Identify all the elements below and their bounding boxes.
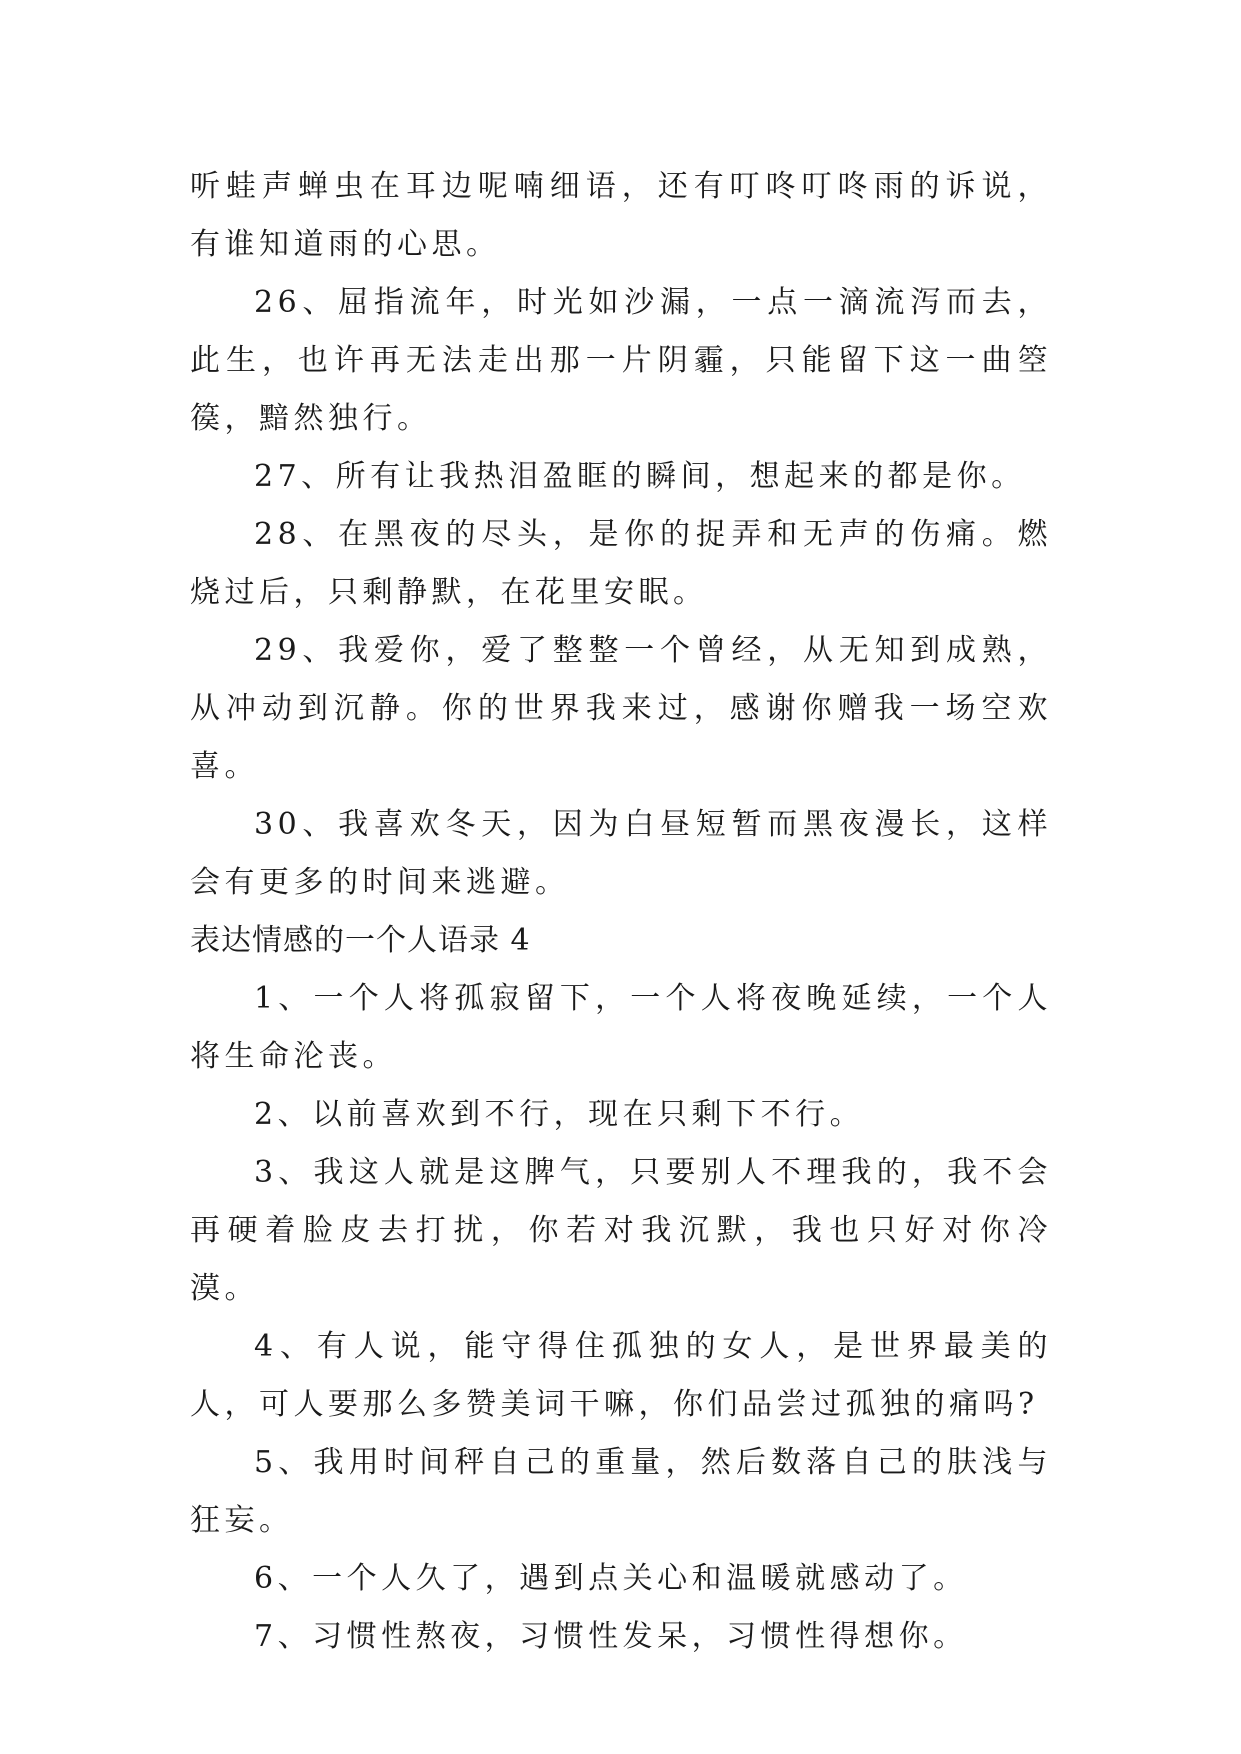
quote-29: 29、我爱你，爱了整整一个曾经，从无知到成熟，从冲动到沉静。你的世界我来过，感谢你赠我一场空欢喜。 (190, 633, 1052, 784)
quote-7: 7、习惯性熬夜，习惯性发呆，习惯性得想你。 (254, 1619, 968, 1654)
section-title: 表达情感的一个人语录 4 (190, 923, 531, 958)
quote-5: 5、我用时间秤自己的重量，然后数落自己的肤浅与狂妄。 (190, 1445, 1052, 1538)
quote-3: 3、我这人就是这脾气，只要别人不理我的，我不会再硬着脸皮去打扰，你若对我沉默，我也只好对你冷漠。 (190, 1155, 1052, 1306)
quote-2: 2、以前喜欢到不行，现在只剩下不行。 (254, 1097, 865, 1132)
document-page (190, 158, 1052, 1666)
quote-28: 28、在黑夜的尽头，是你的捉弄和无声的伤痛。燃烧过后，只剩静默，在花里安眠。 (190, 517, 1052, 610)
quote-4: 4、有人说，能守得住孤独的女人，是世界最美的人，可人要那么多赞美词干嘛，你们品尝过孤独的痛吗? (190, 1329, 1052, 1422)
quote-6: 6、一个人久了，遇到点关心和温暖就感动了。 (254, 1561, 968, 1596)
quote-27: 27、所有让我热泪盈眶的瞬间，想起来的都是你。 (254, 459, 1026, 494)
quote-30: 30、我喜欢冬天，因为白昼短暂而黑夜漫长，这样会有更多的时间来逃避。 (190, 807, 1052, 900)
quote-1: 1、一个人将孤寂留下，一个人将夜晚延续，一个人将生命沦丧。 (190, 981, 1052, 1074)
paragraph-continued: 听蛙声蝉虫在耳边呢喃细语，还有叮咚叮咚雨的诉说，有谁知道雨的心思。 (190, 169, 1052, 262)
quote-26: 26、屈指流年，时光如沙漏，一点一滴流泻而去，此生，也许再无法走出那一片阴霾，只能留下这一曲箜篌，黯然独行。 (190, 285, 1052, 436)
